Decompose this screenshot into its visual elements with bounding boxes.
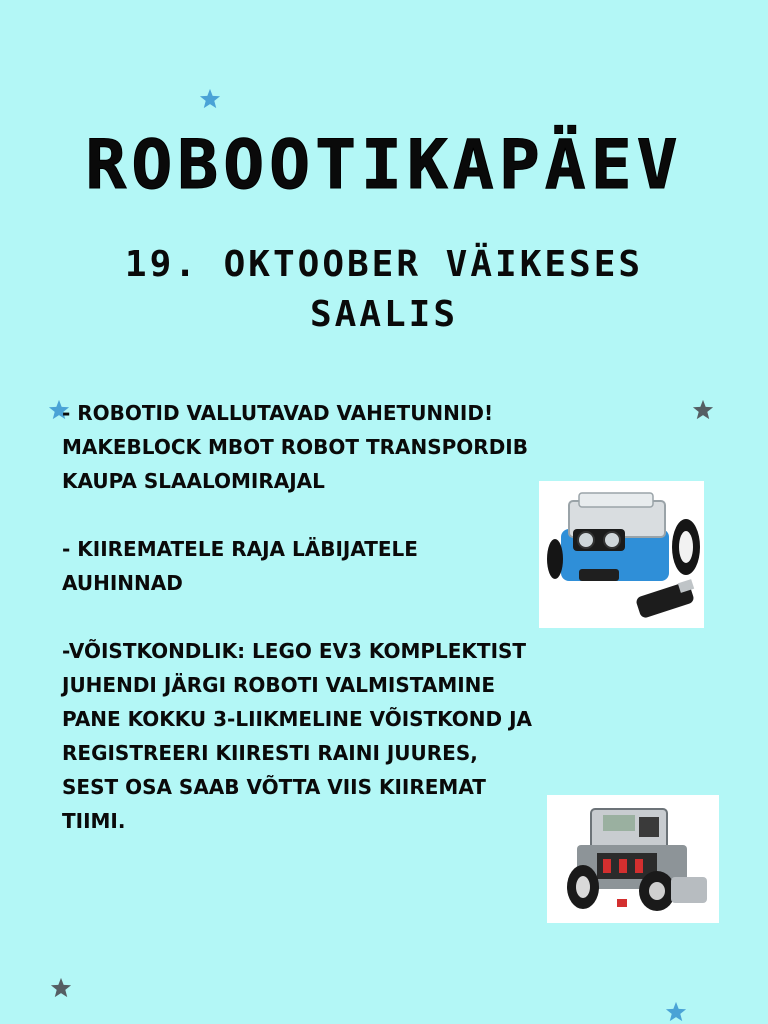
mbot-robot-image bbox=[539, 481, 704, 628]
poster-title: ROBOOTIKAPÄEV bbox=[85, 126, 683, 205]
paragraph-line: -VÕISTKONDLIK: LEGO EV3 KOMPLEKTIST bbox=[62, 639, 527, 663]
paragraph-line: AUHINNAD bbox=[62, 571, 183, 595]
star-icon bbox=[50, 977, 72, 999]
paragraph-line: - ROBOTID VALLUTAVAD VAHETUNNID! bbox=[62, 401, 494, 425]
paragraph-line: TIIMI. bbox=[62, 809, 126, 833]
paragraph-line: JUHENDI JÄRGI ROBOTI VALMISTAMINE bbox=[62, 673, 496, 697]
poster-subtitle: 19. OKTOOBER VÄIKESES SAALIS bbox=[124, 244, 644, 335]
paragraph-line: PANE KOKKU 3-LIIKMELINE VÕISTKOND JA bbox=[62, 707, 533, 731]
paragraph-line: MAKEBLOCK MBOT ROBOT TRANSPORDIB bbox=[62, 435, 528, 459]
star-icon bbox=[665, 1001, 687, 1023]
poster-body bbox=[62, 396, 622, 838]
star-icon bbox=[199, 88, 221, 110]
paragraph-line: KAUPA SLAALOMIRAJAL bbox=[62, 469, 325, 493]
paragraph-line: REGISTREERI KIIRESTI RAINI JUURES, bbox=[62, 741, 478, 765]
paragraph-line: - KIIREMATELE RAJA LÄBIJATELE bbox=[62, 537, 418, 561]
paragraph-line: SEST OSA SAAB VÕTTA VIIS KIIREMAT bbox=[62, 775, 486, 799]
lego-ev3-robot-image bbox=[547, 795, 719, 923]
star-icon bbox=[692, 399, 714, 421]
